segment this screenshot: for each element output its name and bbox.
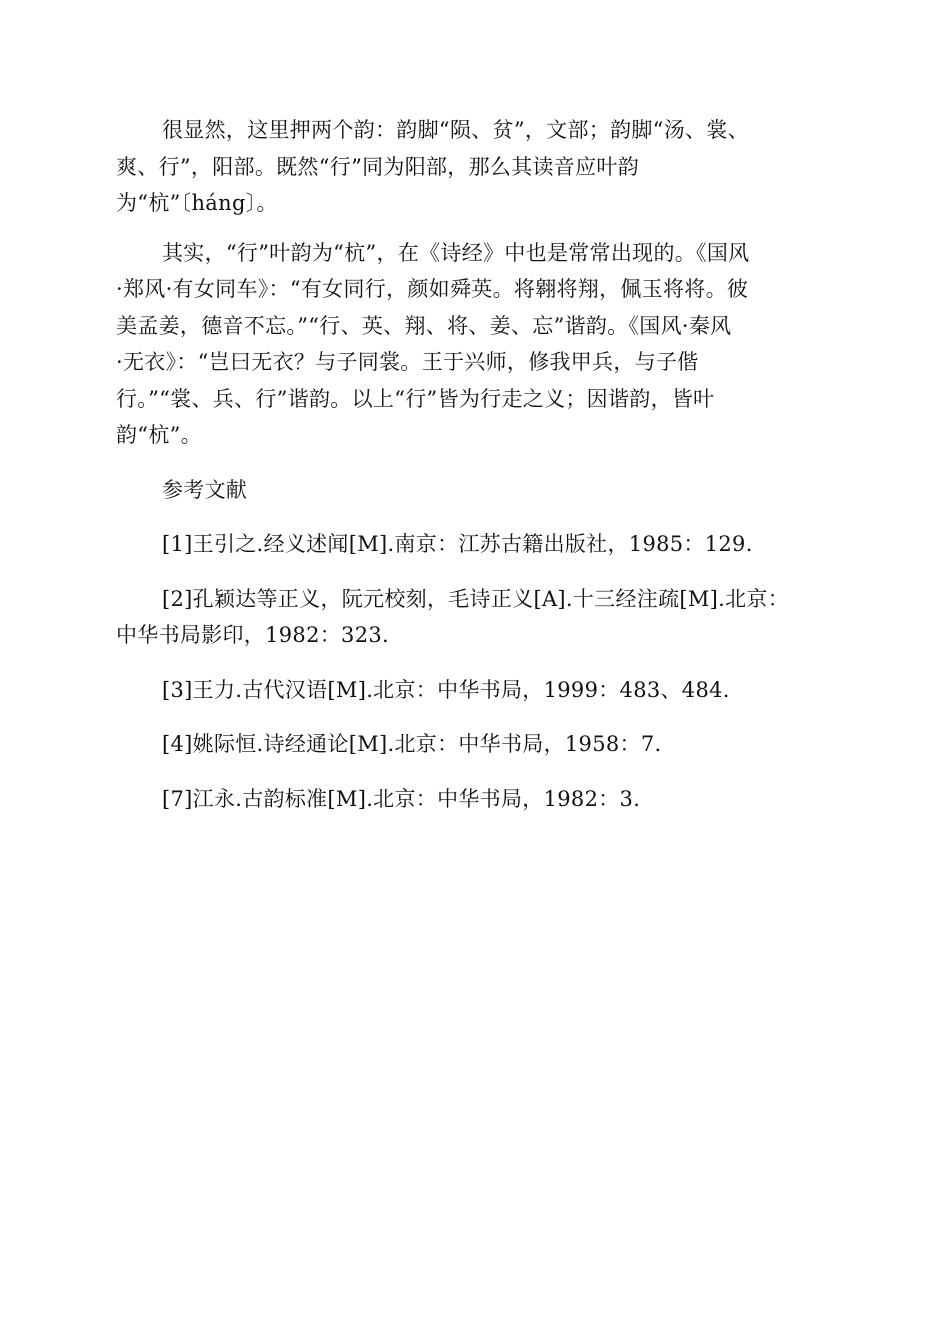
document-body: [116, 112, 836, 817]
text-line: 爽、行”，阳部。既然“行”同为阳部，那么其读音应叶韵: [116, 154, 640, 179]
text-line: 很显然，这里押两个韵：韵脚“陨、贫”，文部；韵脚“汤、裳、: [162, 118, 749, 142]
references-heading-text: 参考文献: [162, 477, 248, 502]
references-heading: [116, 472, 836, 509]
reference-item: [116, 581, 836, 654]
text-line: 韵“杭”。: [116, 423, 202, 447]
text-line: 美孟姜，德音不忘。”“行、英、翔、将、姜、忘”谐韵。《国风·秦风: [116, 313, 732, 338]
reference-item: [116, 526, 836, 563]
reference-item: [116, 781, 836, 818]
reference-item: [116, 672, 836, 709]
paragraph-rhyme-analysis: [116, 112, 836, 222]
text-line: ·无衣》：“岂曰无衣？与子同裳。王于兴师，修我甲兵，与子偕: [116, 350, 699, 374]
reference-line: [2]孔颖达等正义，阮元校刻，毛诗正义[A].十三经注疏[M].北京：: [162, 586, 790, 611]
text-line: ·郑风·有女同车》：“有女同行，颜如舜英。将翱将翔，佩玉将将。彼: [116, 277, 749, 301]
paragraph-shijing-examples: [116, 235, 836, 454]
reference-line: [4]姚际恒.诗经通论[M].北京：中华书局，1958：7.: [162, 732, 662, 756]
reference-item: [116, 726, 836, 763]
text-line: 行。”“裳、兵、行”谐韵。以上“行”皆为行走之义；因谐韵，皆叶: [116, 386, 715, 411]
reference-line: [7]江永.古韵标准[M].北京：中华书局，1982：3.: [162, 786, 641, 811]
text-line: 为“杭”〔háng〕。: [116, 191, 278, 215]
reference-line: [3]王力.古代汉语[M].北京：中华书局，1999：483、484.: [162, 677, 730, 702]
reference-line: [1]王引之.经义述闻[M].南京：江苏古籍出版社，1985：129.: [162, 532, 753, 556]
reference-line: 中华书局影印，1982：323.: [116, 623, 390, 647]
text-line: 其实，“行”叶韵为“杭”，在《诗经》中也是常常出现的。《国风: [162, 240, 750, 265]
